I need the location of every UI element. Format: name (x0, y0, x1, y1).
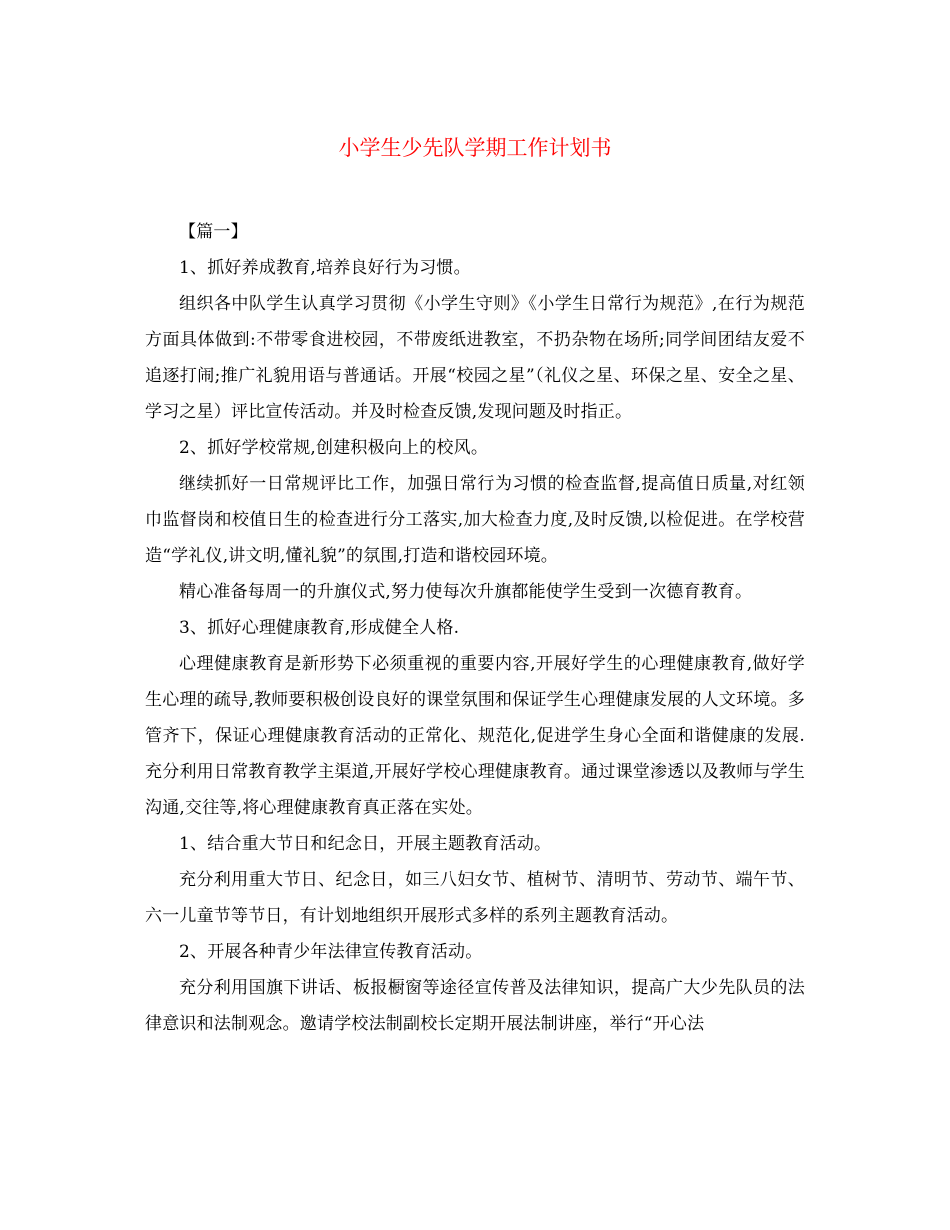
paragraph: 心理健康教育是新形势下必须重视的重要内容,开展好学生的心理健康教育,做好学生心理的疏导,教师要积极创设良好的课堂氛围和保证学生心理健康发展的人文环境。多管齐下，保证心理健康教育活动的正常化、规范化,促进学生身心全面和谐健康的发展.充分利用日常教育教学主渠道,开展好学校心理健康教育。通过课堂渗透以及教师与学生沟通,交往等,将心理健康教育真正落在实处。 (145, 654, 805, 818)
paragraph: 精心准备每周一的升旗仪式,努力使每次升旗都能使学生受到一次德育教育。 (179, 582, 753, 602)
item-heading: 3、抓好心理健康教育,形成健全人格. (179, 618, 460, 638)
item-heading: 1、抓好养成教育,培养良好行为习惯。 (179, 258, 471, 278)
item-heading: 2、开展各种青少年法律宣传教育活动。 (179, 942, 483, 962)
document-body (145, 214, 805, 1042)
paragraph: 继续抓好一日常规评比工作，加强日常行为习惯的检查监督,提高值日质量,对红领巾监督岗和校值日生的检查进行分工落实,加大检查力度,及时反馈,以检促进。在学校营造“学礼仪,讲文明,懂礼貌”的氛围,打造和谐校园环境。 (145, 474, 805, 566)
paragraph: 充分利用国旗下讲话、板报橱窗等途径宣传普及法律知识，提高广大少先队员的法律意识和法制观念。邀请学校法制副校长定期开展法制讲座，举行“开心法 (145, 978, 805, 1034)
paragraph: 充分利用重大节日、纪念日，如三八妇女节、植树节、清明节、劳动节、端午节、六一儿童节等节日，有计划地组织开展形式多样的系列主题教育活动。 (145, 870, 805, 926)
item-heading: 2、抓好学校常规,创建积极向上的校风。 (179, 438, 489, 458)
section-heading: 【篇一】 (179, 222, 248, 242)
paragraph: 组织各中队学生认真学习贯彻《小学生守则》《小学生日常行为规范》,在行为规范方面具体做到:不带零食进校园，不带废纸进教室，不扔杂物在场所;同学间团结友爱不追逐打闹;推广礼貌用语与普通话。开展“校园之星”（礼仪之星、环保之星、安全之星、学习之星）评比宣传活动。并及时检查反馈,发现问题及时指正。 (145, 294, 805, 422)
item-heading: 1、结合重大节日和纪念日，开展主题教育活动。 (179, 834, 552, 854)
document-title: 小学生少先队学期工作计划书 (338, 136, 612, 160)
